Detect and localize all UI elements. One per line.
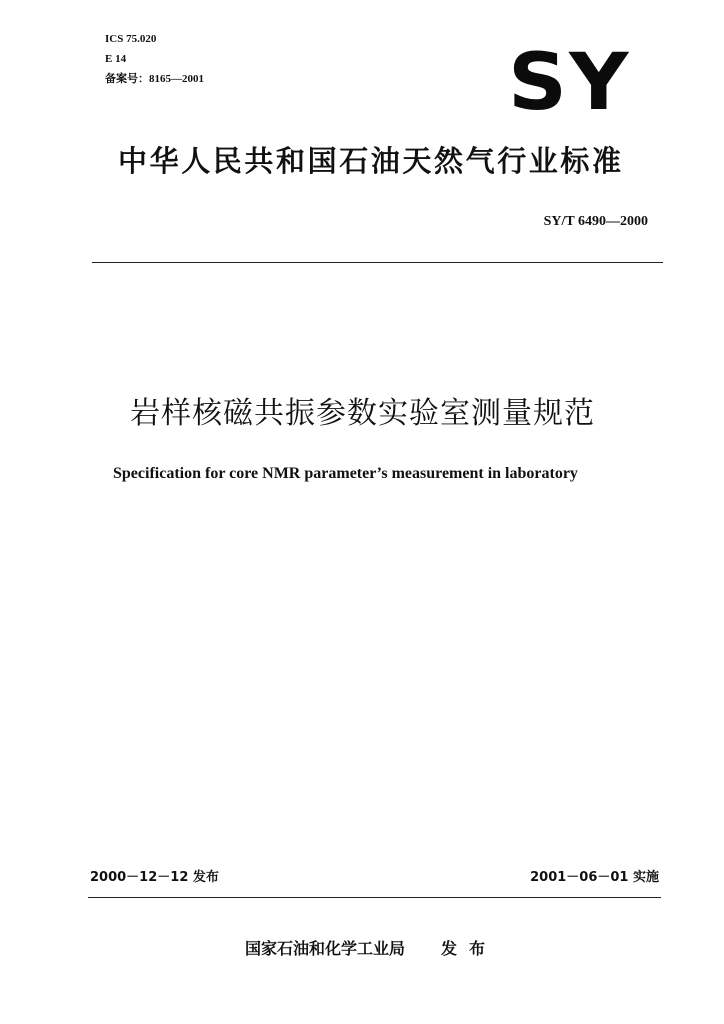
footer-divider [88, 897, 661, 898]
header-divider [92, 262, 663, 263]
classification-code: E 14 [105, 53, 127, 65]
record-number: 备案号：8165—2001 [105, 73, 204, 85]
document-title-en: Specification for core NMR parameter’s measurement in laboratory [113, 465, 578, 482]
standard-title: 中华人民共和国石油天然气行业标准 [118, 144, 624, 178]
release-date: 2000－12－12 发布 [90, 870, 219, 885]
document-title-cn: 岩样核磁共振参数实验室测量规范 [130, 396, 595, 431]
publisher-action: 发布 [441, 939, 498, 958]
publisher-name: 国家石油和化学工业局 [245, 939, 406, 958]
publisher-line [245, 938, 497, 960]
ics-code: ICS 75.020 [105, 33, 157, 45]
standard-code: SY/T 6490—2000 [543, 214, 648, 229]
implement-date: 2001－06－01 实施 [530, 870, 659, 885]
sy-logo: SY [508, 38, 631, 128]
